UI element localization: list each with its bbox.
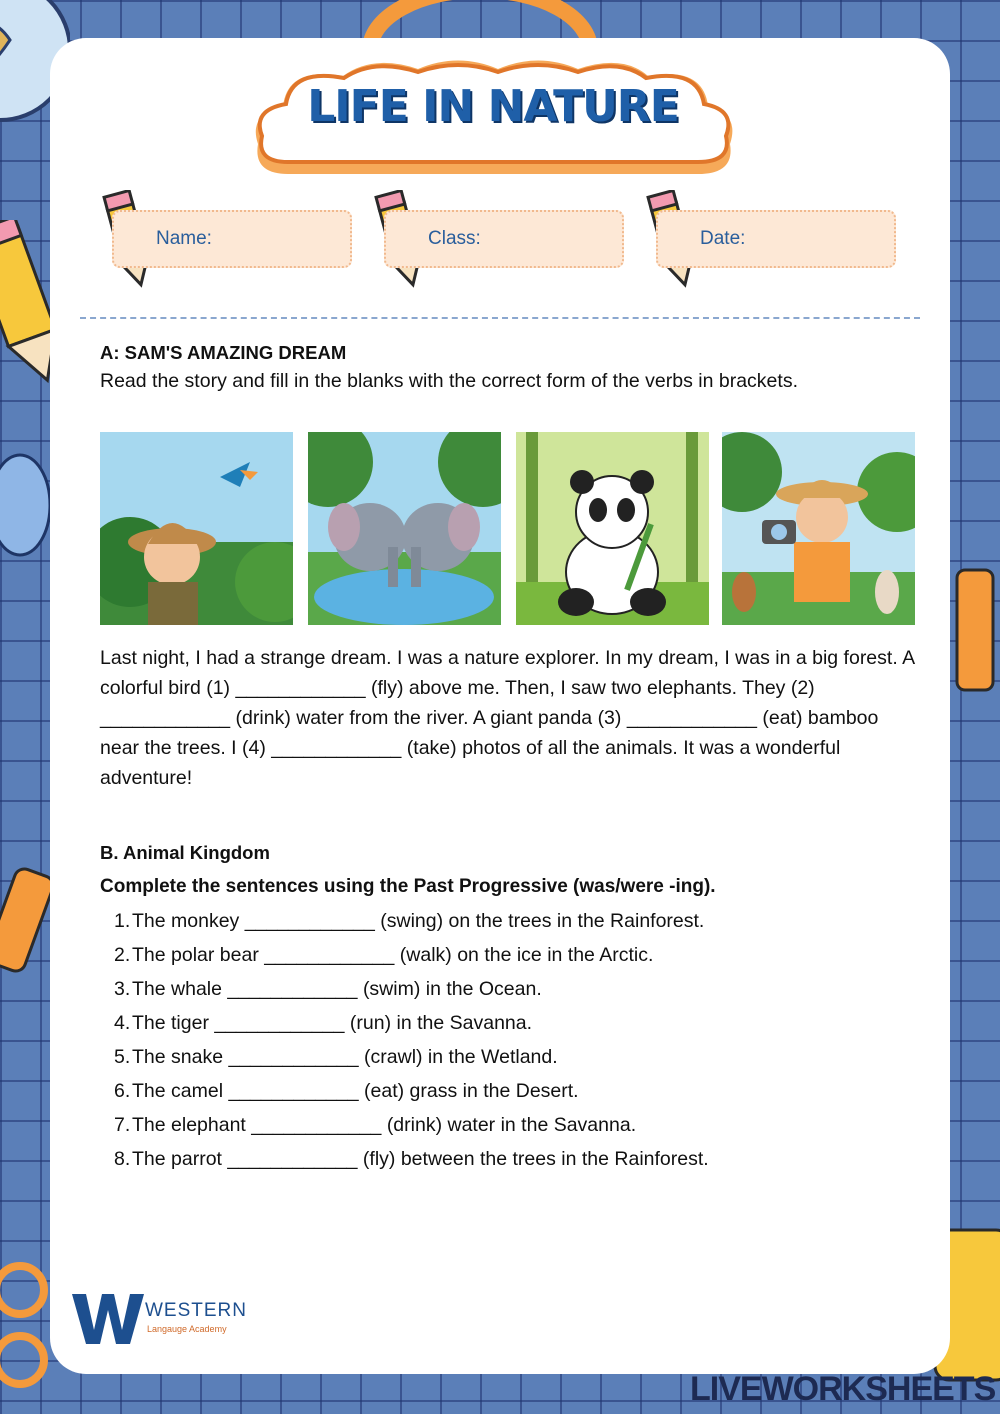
class-field[interactable] <box>384 210 624 268</box>
item-text[interactable]: The elephant ____________ (drink) water in the Savanna. <box>132 1114 637 1136</box>
exercise-list <box>114 904 709 1176</box>
list-item <box>114 1108 709 1142</box>
item-text[interactable]: The whale ____________ (swim) in the Ocean. <box>132 978 542 1000</box>
item-number: 5. <box>114 1046 131 1068</box>
list-item <box>114 1142 709 1176</box>
section-a-heading: A: SAM'S AMAZING DREAM <box>100 342 347 363</box>
item-text[interactable]: The polar bear ____________ (walk) on the ice in the Arctic. <box>132 944 654 966</box>
crayon-decoration <box>945 560 1000 700</box>
item-number: 7. <box>114 1114 131 1136</box>
item-text[interactable]: The monkey ____________ (swing) on the trees in the Rainforest. <box>132 910 705 932</box>
list-item <box>114 1006 709 1040</box>
item-number: 1. <box>114 910 131 932</box>
list-item <box>114 972 709 1006</box>
divider <box>80 317 920 319</box>
photographer-boy-image <box>722 432 915 625</box>
logo-name: WESTERN <box>145 1300 247 1321</box>
western-logo-icon <box>72 1290 144 1346</box>
item-number: 4. <box>114 1012 131 1034</box>
logo-subtitle: Langauge Academy <box>147 1324 227 1334</box>
section-b-instruction: Complete the sentences using the Past Progressive (was/were -ing). <box>100 876 716 897</box>
list-item <box>114 938 709 972</box>
date-field[interactable] <box>656 210 896 268</box>
item-number: 2. <box>114 944 131 966</box>
item-text[interactable]: The camel ____________ (eat) grass in the Desert. <box>132 1080 579 1102</box>
item-text[interactable]: The tiger ____________ (run) in the Savanna. <box>132 1012 533 1034</box>
liveworksheets-watermark: LIVEWORKSHEETS <box>690 1370 996 1408</box>
class-label: Class: <box>428 228 481 249</box>
item-text[interactable]: The parrot ____________ (fly) between the trees in the Rainforest. <box>132 1148 709 1170</box>
date-label: Date: <box>700 228 746 249</box>
worksheet-title: LIFE IN NATURE <box>307 80 679 132</box>
elephants-image <box>308 432 501 625</box>
item-number: 3. <box>114 978 131 1000</box>
panda-image <box>516 432 709 625</box>
name-field[interactable] <box>112 210 352 268</box>
explorer-boy-image <box>100 432 293 625</box>
list-item <box>114 1074 709 1108</box>
worksheet-sheet <box>50 38 950 1374</box>
item-text[interactable]: The snake ____________ (crawl) in the Wetland. <box>132 1046 558 1068</box>
section-a-instruction: Read the story and fill in the blanks with the correct form of the verbs in brackets. <box>100 370 798 392</box>
item-number: 8. <box>114 1148 131 1170</box>
story-paragraph: Last night, I had a strange dream. I was a nature explorer. In my dream, I was in a big forest. A colorful bird (1) ____________ (fly) above me. Then, I saw two elephants. They (2) ____________ (drink) water from the river. A giant panda (3) ____________ (eat) bamboo near the trees. I (4) ____________ (take) photos of all the animals. It was a wonderful adventure! <box>100 647 915 789</box>
list-item <box>114 904 709 938</box>
list-item <box>114 1040 709 1074</box>
name-label: Name: <box>156 228 212 249</box>
section-b-heading: B. Animal Kingdom <box>100 842 270 863</box>
item-number: 6. <box>114 1080 131 1102</box>
